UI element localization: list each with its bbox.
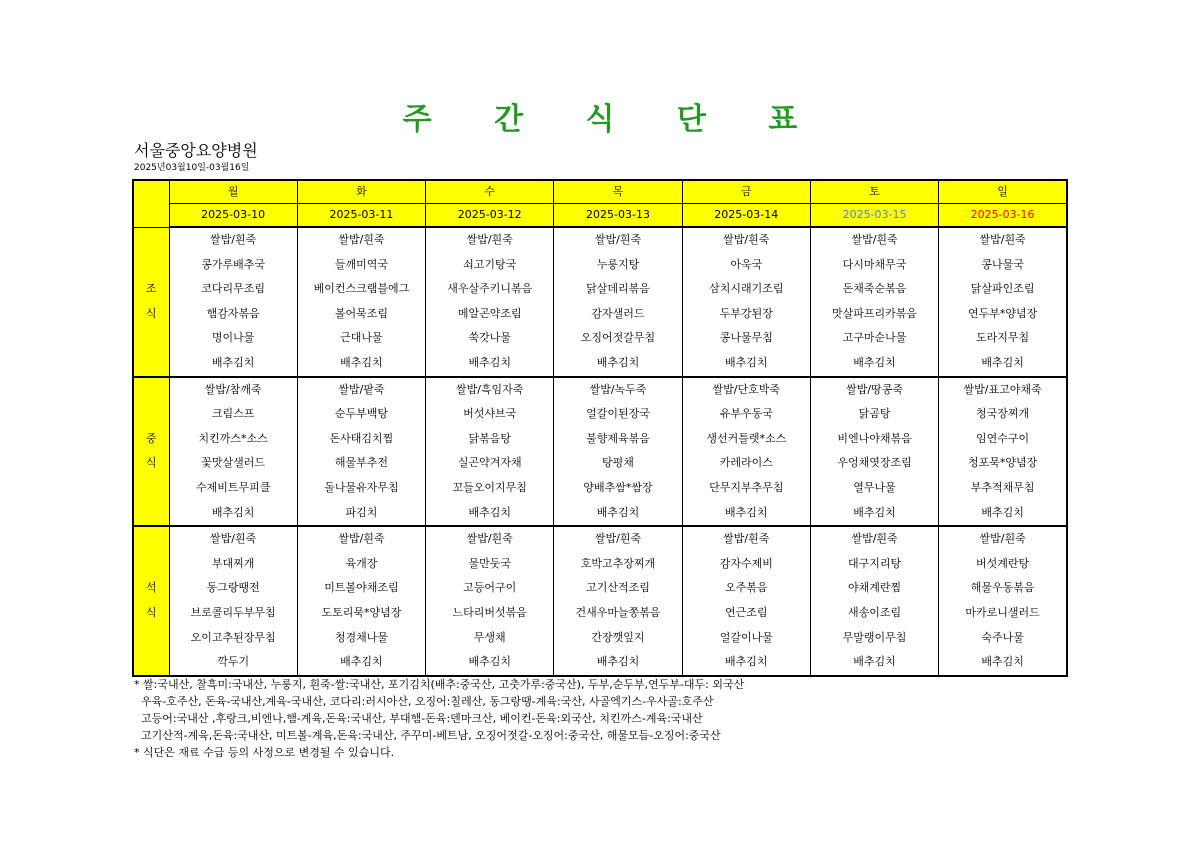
menu-item: 연근조림 (682, 601, 810, 626)
menu-item: 버섯계란탕 (939, 552, 1067, 577)
day-name: 목 (554, 180, 682, 204)
menu-item: 쌀밥/흰죽 (810, 526, 938, 552)
menu-item: 오이고추된장무침 (169, 626, 297, 651)
menu-item: 배추김치 (426, 650, 554, 676)
menu-item: 배추김치 (554, 501, 682, 527)
menu-item: 미트볼야채조림 (297, 576, 425, 601)
menu-item: 들깨미역국 (297, 253, 425, 278)
menu-item: 청경채나물 (297, 626, 425, 651)
menu-item: 쌀밥/단호박죽 (682, 377, 810, 403)
menu-item: 다시마채무국 (810, 253, 938, 278)
menu-row (133, 227, 1067, 253)
menu-item: 누룽지탕 (554, 253, 682, 278)
menu-item: 쌀밥/흰죽 (297, 227, 425, 253)
page-title: 주 간 식 단 표 (402, 102, 824, 137)
note-line: * 쌀:국내산, 찰흑미:국내산, 누룽지, 흰죽-쌀:국내산, 포기김치(배추:중국산, 고춧가루:중국산), 두부,순두부,연두부-대두: 외국산 (134, 678, 745, 691)
menu-item: 청포묵*양념장 (939, 451, 1067, 476)
menu-row (133, 326, 1067, 351)
menu-item: 고기산적조림 (554, 576, 682, 601)
day-name: 일 (939, 180, 1067, 204)
menu-item: 느타리버섯볶음 (426, 601, 554, 626)
menu-item: 닭살파인조림 (939, 277, 1067, 302)
menu-row (133, 576, 1067, 601)
menu-item: 두부강된장 (682, 302, 810, 327)
menu-item: 돈채죽순볶음 (810, 277, 938, 302)
menu-item: 삼치시래기조림 (682, 277, 810, 302)
menu-item: 대구지리탕 (810, 552, 938, 577)
menu-row (133, 402, 1067, 427)
menu-row (133, 650, 1067, 676)
menu-item: 마카로니샐러드 (939, 601, 1067, 626)
menu-item: 부추적채무침 (939, 476, 1067, 501)
menu-item: 메알곤약조림 (426, 302, 554, 327)
menu-item: 열무나물 (810, 476, 938, 501)
menu-item: 유부우동국 (682, 402, 810, 427)
menu-item: 볼어묵조림 (297, 302, 425, 327)
menu-item: 비엔나야채볶음 (810, 427, 938, 452)
menu-item: 감자샐러드 (554, 302, 682, 327)
menu-item: 얼갈이된장국 (554, 402, 682, 427)
menu-row (133, 302, 1067, 327)
menu-item: 베이컨스크램블에그 (297, 277, 425, 302)
menu-item: 수제비트무피클 (169, 476, 297, 501)
day-name: 월 (169, 180, 297, 204)
menu-item: 양배추쌈*쌈장 (554, 476, 682, 501)
menu-item: 버섯샤브국 (426, 402, 554, 427)
menu-item: 쌀밥/참깨죽 (169, 377, 297, 403)
menu-item: 배추김치 (939, 501, 1067, 527)
menu-item: 탕평채 (554, 451, 682, 476)
menu-item: 얼갈이나물 (682, 626, 810, 651)
menu-item: 해물우동볶음 (939, 576, 1067, 601)
menu-item: 쇠고기탕국 (426, 253, 554, 278)
menu-item: 꽃맛살샐러드 (169, 451, 297, 476)
menu-item: 꼬들오이지무침 (426, 476, 554, 501)
menu-item: 부대찌개 (169, 552, 297, 577)
menu-item: 근대나물 (297, 326, 425, 351)
menu-row (133, 253, 1067, 278)
menu-row (133, 626, 1067, 651)
day-date: 2025-03-12 (426, 204, 554, 228)
menu-item: 배추김치 (554, 351, 682, 377)
menu-item: 물만둣국 (426, 552, 554, 577)
menu-item: 돌나물유자무침 (297, 476, 425, 501)
menu-item: 배추김치 (169, 501, 297, 527)
menu-item: 쌀밥/흰죽 (554, 526, 682, 552)
menu-item: 배추김치 (682, 501, 810, 527)
menu-item: 닭살데리볶음 (554, 277, 682, 302)
corner-cell (133, 180, 169, 227)
day-date: 2025-03-13 (554, 204, 682, 228)
menu-row (133, 377, 1067, 403)
note-line: 고기산적-계육,돈육:국내산, 미트볼-계육,돈육:국내산, 주꾸미-베트남, 오징어젓갈-오징어:중국산, 해물모듬-오징어:중국산 (134, 729, 721, 742)
organization-name: 서울중앙요양병원 (134, 141, 258, 160)
menu-item: 배추김치 (426, 351, 554, 377)
menu-item: 쌀밥/흰죽 (682, 526, 810, 552)
day-date: 2025-03-11 (297, 204, 425, 228)
meal-label: 중 식 (133, 377, 169, 527)
menu-item: 배추김치 (169, 351, 297, 377)
menu-item: 쌀밥/흰죽 (682, 227, 810, 253)
menu-item: 육개장 (297, 552, 425, 577)
date-row (133, 204, 1067, 228)
menu-item: 배추김치 (810, 501, 938, 527)
menu-item: 돈사태김치찜 (297, 427, 425, 452)
meal-label: 조 식 (133, 227, 169, 377)
notes (134, 676, 744, 761)
menu-item: 호박고추장찌개 (554, 552, 682, 577)
menu-item: 쌀밥/땅콩죽 (810, 377, 938, 403)
menu-item: 쌀밥/흰죽 (169, 526, 297, 552)
menu-item: 배추김치 (810, 650, 938, 676)
day-name: 수 (426, 180, 554, 204)
menu-item: 생선커틀렛*소스 (682, 427, 810, 452)
menu-item: 감자수제비 (682, 552, 810, 577)
menu-item: 콩나물국 (939, 253, 1067, 278)
menu-item: 닭볶음탕 (426, 427, 554, 452)
menu-item: 쌀밥/흰죽 (939, 526, 1067, 552)
day-date: 2025-03-16 (939, 204, 1067, 228)
menu-item: 오징어젓갈무침 (554, 326, 682, 351)
menu-item: 임연수구이 (939, 427, 1067, 452)
menu-row (133, 277, 1067, 302)
menu-item: 쌀밥/흰죽 (426, 227, 554, 253)
menu-item: 쌀밥/흰죽 (297, 526, 425, 552)
menu-item: 치킨까스*소스 (169, 427, 297, 452)
note-line: 고등어:국내산 ,후랑크,비엔나,햄-계육,돈육:국내산, 부대햄-돈육:덴마크산, 베이컨-돈육:외국산, 치킨까스-계육:국내산 (134, 712, 703, 725)
note-line: 우육-호주산, 돈육-국내산,계육-국내산, 코다리:러시아산, 오징어:칠레산, 동그랑땡-계육:국산, 사골엑기스-우사골:호주산 (134, 695, 714, 708)
day-name: 금 (682, 180, 810, 204)
menu-period: 2025년03월10일-03월16일 (134, 163, 250, 173)
day-name: 화 (297, 180, 425, 204)
menu-item: 콩나물무침 (682, 326, 810, 351)
menu-item: 숙주나물 (939, 626, 1067, 651)
menu-item: 배추김치 (682, 351, 810, 377)
menu-item: 브로콜리두부무침 (169, 601, 297, 626)
menu-item: 쌀밥/흰죽 (939, 227, 1067, 253)
meal-label: 석 식 (133, 526, 169, 676)
menu-item: 쌀밥/흰죽 (554, 227, 682, 253)
menu-item: 연두부*양념장 (939, 302, 1067, 327)
menu-item: 맛살파프리카볶음 (810, 302, 938, 327)
menu-item: 배추김치 (810, 351, 938, 377)
menu-row (133, 526, 1067, 552)
menu-item: 파김치 (297, 501, 425, 527)
menu-row (133, 427, 1067, 452)
menu-item: 무생채 (426, 626, 554, 651)
menu-item: 새송이조림 (810, 601, 938, 626)
menu-item: 도토리묵*양념장 (297, 601, 425, 626)
menu-item: 배추김치 (939, 650, 1067, 676)
menu-item: 쌀밥/흰죽 (169, 227, 297, 253)
menu-item: 명이나물 (169, 326, 297, 351)
menu-row (133, 451, 1067, 476)
menu-item: 고등어구이 (426, 576, 554, 601)
menu-item: 배추김치 (297, 650, 425, 676)
menu-item: 배추김치 (939, 351, 1067, 377)
menu-item: 닭곰탕 (810, 402, 938, 427)
menu-item: 쌀밥/녹두죽 (554, 377, 682, 403)
weekly-menu-table (132, 179, 1068, 677)
menu-item: 순두부백탕 (297, 402, 425, 427)
menu-row (133, 601, 1067, 626)
menu-item: 무말랭이무침 (810, 626, 938, 651)
day-name: 토 (810, 180, 938, 204)
menu-row (133, 552, 1067, 577)
day-date: 2025-03-14 (682, 204, 810, 228)
menu-item: 코다리무조림 (169, 277, 297, 302)
menu-row (133, 501, 1067, 527)
menu-item: 쑥갓나물 (426, 326, 554, 351)
menu-item: 아욱국 (682, 253, 810, 278)
menu-item: 실곤약겨자채 (426, 451, 554, 476)
menu-item: 우엉채엿장조림 (810, 451, 938, 476)
menu-item: 야채계란찜 (810, 576, 938, 601)
menu-item: 단무지부추무침 (682, 476, 810, 501)
menu-item: 새우살주키니볶음 (426, 277, 554, 302)
menu-item: 콩가루배추국 (169, 253, 297, 278)
menu-item: 배추김치 (554, 650, 682, 676)
day-date: 2025-03-10 (169, 204, 297, 228)
menu-item: 고구마순나물 (810, 326, 938, 351)
menu-item: 배추김치 (682, 650, 810, 676)
menu-item: 청국장찌개 (939, 402, 1067, 427)
menu-item: 간장깻잎지 (554, 626, 682, 651)
menu-item: 해물부추전 (297, 451, 425, 476)
menu-item: 깍두기 (169, 650, 297, 676)
menu-row (133, 351, 1067, 377)
note-line: * 식단은 재료 수급 등의 사정으로 변경될 수 있습니다. (134, 746, 395, 759)
menu-item: 쌀밥/팥죽 (297, 377, 425, 403)
menu-item: 카레라이스 (682, 451, 810, 476)
day-name-row (133, 180, 1067, 204)
menu-item: 쌀밥/흰죽 (426, 526, 554, 552)
menu-item: 배추김치 (297, 351, 425, 377)
menu-item: 쌀밥/흑임자죽 (426, 377, 554, 403)
menu-item: 도라지무침 (939, 326, 1067, 351)
menu-item: 불향제육볶음 (554, 427, 682, 452)
menu-item: 쌀밥/흰죽 (810, 227, 938, 253)
menu-item: 쌀밥/표고야채죽 (939, 377, 1067, 403)
menu-row (133, 476, 1067, 501)
menu-item: 동그랑땡전 (169, 576, 297, 601)
menu-item: 햄감자볶음 (169, 302, 297, 327)
menu-item: 오주볶음 (682, 576, 810, 601)
menu-item: 크림스프 (169, 402, 297, 427)
menu-item: 배추김치 (426, 501, 554, 527)
menu-item: 건새우마늘쫑볶음 (554, 601, 682, 626)
day-date: 2025-03-15 (810, 204, 938, 228)
